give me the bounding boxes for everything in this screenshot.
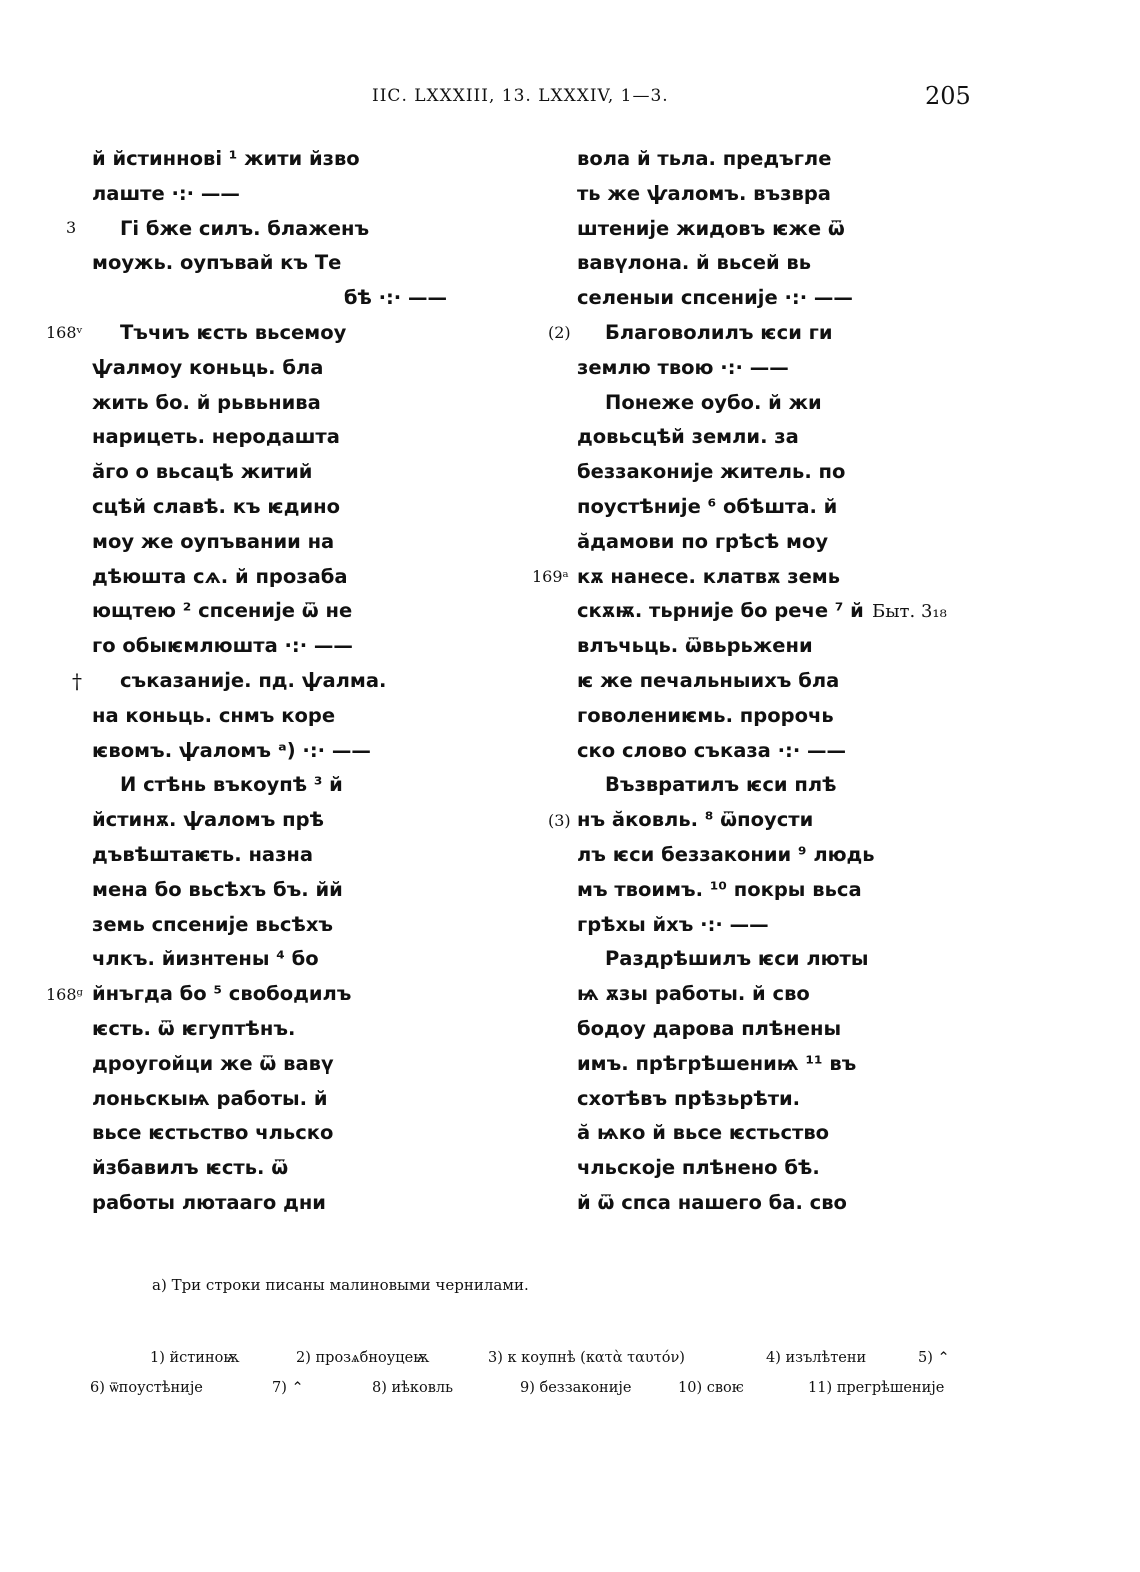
text-line: И стѣнь въкоупѣ ³ й [120,773,343,797]
text-line: лъ ѥси беззаконии ⁹ людь [577,842,875,866]
text-line: Благоволилъ ѥси ги [605,320,833,344]
text-line: кѫ нанесе. клатвѫ земь [577,564,841,588]
text-line: бѣ ·:· —— [343,286,447,310]
left-text-column [92,142,447,1221]
variant-reading: 9) беззаконије [520,1380,632,1396]
text-line: мена бо вьсѣхъ бъ. йй [92,877,343,901]
text-line: ющтею ² спсеније ѿ не [92,599,353,623]
text-line: ѥвомъ. ѱаломъ ᵃ) ·:· —— [92,738,371,762]
text-line: довьсцѣй земли. за [577,425,799,449]
margin-folio-169a: 169ᵃ [532,567,569,586]
text-line: вьсе ѥстьство чльско [92,1121,334,1145]
right-text-column [577,142,875,1221]
text-line: го обыѥмлюшта ·:· —— [92,634,353,658]
variant-reading: 4) изълѣтени [766,1350,867,1366]
text-line: нарицеть. неродашта [92,425,340,449]
text-line: мъ твоимъ. ¹⁰ покры вьса [577,877,862,901]
text-line: грѣхы йхъ ·:· —— [577,912,769,936]
text-line: ѩ ѫзы работы. й сво [577,982,810,1006]
variant-reading: 11) прегрѣшеније [808,1380,945,1396]
text-line: говолениѥмь. пророчь [577,703,834,727]
running-title: ІІС. LXXXIII, 13. LXXXIV, 1—3. [372,86,669,106]
text-line: моужь. оупъвай къ Те [92,251,342,275]
text-line: ѥ же печальныихъ бла [577,668,840,692]
text-line: йзбавилъ ѥсть. ѿ [92,1156,289,1180]
text-line: ско слово съказа ·:· —— [577,738,847,762]
text-line: имъ. прѣгрѣшениѩ ¹¹ въ [577,1051,857,1075]
text-line: члкъ. йизнтены ⁴ бо [92,947,319,971]
text-line: схотѣвъ прѣзьрѣти. [577,1086,801,1110]
text-line: й йстиннові ¹ жити йзво [92,147,360,170]
text-line: лоньскыѩ работы. й [92,1086,328,1110]
text-line: земь спсеније вьсѣхъ [92,912,334,936]
variant-reading: 10) своѥ [678,1380,744,1396]
page-number: 205 [925,82,971,110]
text-line: дѣюшта сѧ. й прозаба [92,564,348,588]
text-line: ӑдамови по грѣсѣ моу [577,529,829,553]
footnote-a: a) Три строки писаны малиновыми чернилами. [152,1276,529,1294]
text-line: дроугойци же ѿ вавү [92,1051,334,1075]
margin-verse-3-right: (3) [548,811,571,830]
text-line: жить бо. й рьвьнива [92,390,321,414]
text-line: скѫѭ. тьрније бо рече ⁷ й [577,599,864,623]
text-line: поустѣније ⁶ обѣшта. й [577,494,838,518]
text-line: ѥсть. ѿ ѥгуптѣнъ. [92,1016,296,1040]
text-line: влъчьць. ѿвьрьжени [577,634,813,658]
text-line: йстинѫ. ѱаломъ прѣ [92,808,324,832]
variant-readings-row-1 [0,1350,1140,1370]
margin-cross: † [72,669,82,693]
margin-folio-168g: 168ᵍ [46,985,83,1004]
text-line: чльскоје плѣнено бѣ. [577,1156,820,1180]
margin-reference: Быт. 3₁₈ [872,601,947,622]
text-line: моу же оупъвании на [92,529,335,553]
text-line: вавүлона. й вьсей вь [577,251,812,275]
text-line: дъвѣштаѥть. назна [92,842,314,866]
text-line: ӑго о вьсацѣ житий [92,460,313,484]
text-line: беззаконије житель. по [577,460,846,484]
text-line: Възвратилъ ѥси плѣ [605,773,837,797]
text-line: й ѿ спса нашего ба. сво [577,1190,847,1214]
text-line: землю твою ·:· —— [577,355,789,379]
text-line: вола й тьла. предъгле [577,147,832,170]
text-line: съказаније. пд. ѱалма. [120,668,387,692]
variant-reading: 2) прозѧбноуцеѭ [296,1350,430,1366]
text-line: штеније жидовъ ѥже ѿ [577,216,845,240]
variant-reading: 7) ⌃ [272,1380,304,1396]
text-line: йнъгда бо ⁵ свободилъ [92,982,352,1006]
margin-verse-3: 3 [66,218,77,237]
text-line: сцѣй славѣ. къ ѥдино [92,494,341,518]
text-line: Понеже оубо. й жи [605,390,822,414]
text-line: работы лютааго дни [92,1190,326,1214]
text-line: бодоу дарова плѣнены [577,1016,842,1040]
variant-reading: 6) ѿпоустѣније [90,1380,203,1396]
text-line: Раздрѣшилъ ѥси люты [605,947,869,971]
text-line: ть же ѱаломъ. възвра [577,181,831,205]
text-line: лаште ·:· —— [92,181,240,205]
variant-reading: 1) йстиноѭ [150,1350,240,1366]
text-line: на коньць. снмъ коре [92,703,336,727]
margin-verse-2: (2) [548,323,571,342]
text-line: селеныи спсеније ·:· —— [577,286,853,310]
text-line: ѱалмоу коньць. бла [92,355,324,379]
variant-reading: 8) иѣковль [372,1380,453,1396]
text-line: Тъчиъ ѥсть вьсемоу [120,320,347,344]
variant-readings-row-2 [0,1380,1140,1400]
variant-reading: 3) к коупнѣ (κατὰ ταυτόν) [488,1350,685,1366]
margin-folio-168v: 168ᵛ [46,323,83,342]
text-line: нъ ӑковль. ⁸ ѿпоусти [577,808,814,832]
text-line: Гі бже силъ. блаженъ [120,216,370,240]
text-line: ӑ ѩко й вьсе ѥстьство [577,1121,830,1145]
variant-reading: 5) ⌃ [918,1350,950,1366]
